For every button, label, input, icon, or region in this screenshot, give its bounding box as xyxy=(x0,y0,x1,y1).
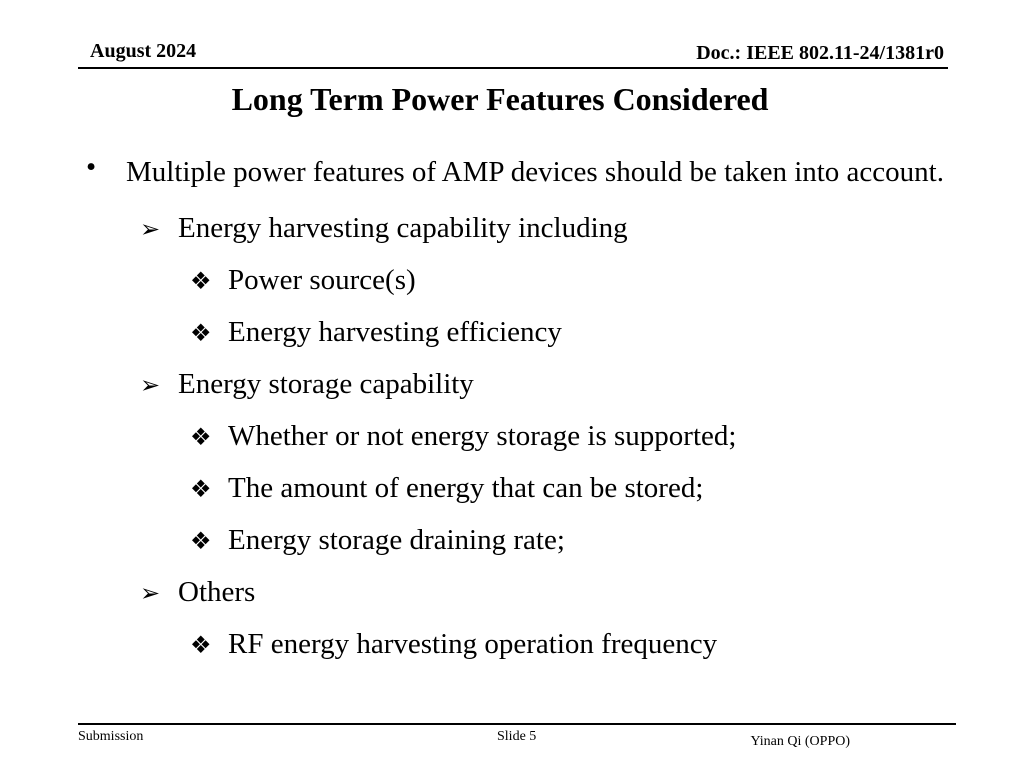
list-item-text: Energy storage draining rate; xyxy=(228,524,565,556)
list-item xyxy=(86,307,962,359)
sub-bullet-text: Energy storage capability xyxy=(178,368,474,400)
sub-bullet-energy-storage xyxy=(86,359,962,411)
bullet-main xyxy=(86,151,962,193)
list-item xyxy=(86,463,962,515)
sub-bullet-text: Energy harvesting capability including xyxy=(178,212,628,244)
bullet-main-text: Multiple power features of AMP devices should be taken into account. xyxy=(126,156,944,188)
footer-slide-number: Slide 5 xyxy=(497,729,537,744)
arrow-bullet-icon: ➢ xyxy=(140,217,161,243)
diamond-bullet-icon: ❖ xyxy=(190,425,212,451)
list-item-text: The amount of energy that can be stored; xyxy=(228,472,704,504)
footer-divider xyxy=(78,723,956,725)
sub-bullet-others xyxy=(86,567,962,619)
sub-bullet-energy-harvesting xyxy=(86,203,962,255)
slide-body xyxy=(86,151,962,671)
list-item-text: Power source(s) xyxy=(228,264,416,296)
diamond-bullet-icon: ❖ xyxy=(190,477,212,503)
list-item-text: Whether or not energy storage is supported; xyxy=(228,420,737,452)
diamond-bullet-icon: ❖ xyxy=(190,321,212,347)
list-item-text: RF energy harvesting operation frequency xyxy=(228,628,718,660)
sub-bullet-text: Others xyxy=(178,576,256,608)
header-doc-id: Doc.: IEEE 802.11-24/1381r0 xyxy=(696,42,944,64)
arrow-bullet-icon: ➢ xyxy=(140,373,161,399)
header-divider xyxy=(78,67,948,69)
bullet-dot-icon: • xyxy=(86,151,97,183)
arrow-bullet-icon: ➢ xyxy=(140,581,161,607)
diamond-bullet-icon: ❖ xyxy=(190,269,212,295)
footer-author: Yinan Qi (OPPO) xyxy=(750,734,850,749)
header-date: August 2024 xyxy=(90,40,197,62)
list-item xyxy=(86,255,962,307)
footer-submission: Submission xyxy=(78,729,144,744)
list-item xyxy=(86,619,962,671)
diamond-bullet-icon: ❖ xyxy=(190,529,212,555)
list-item-text: Energy harvesting efficiency xyxy=(228,316,562,348)
slide-title: Long Term Power Features Considered xyxy=(231,81,769,117)
list-item xyxy=(86,515,962,567)
list-item xyxy=(86,411,962,463)
diamond-bullet-icon: ❖ xyxy=(190,633,212,659)
